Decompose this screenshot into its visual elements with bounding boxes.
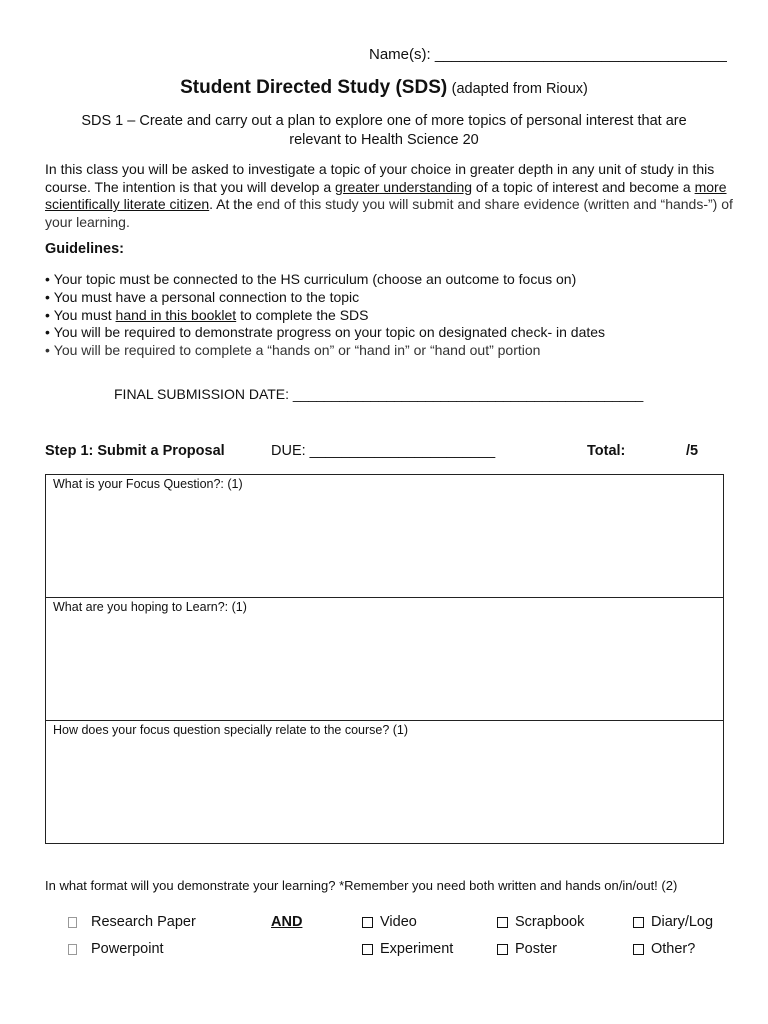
due-date-field[interactable]: DUE: _______________________ [271,443,496,459]
guideline-underline: hand in this booklet [115,306,237,323]
course-relation-cell[interactable] [46,721,723,843]
guideline-text: to complete the SDS [236,306,369,323]
option-scrapbook[interactable] [497,914,584,930]
guideline-text: You must [53,306,116,323]
guideline-item [45,271,605,289]
intro-part1: In this class you will be asked to investigate a topic of your choice in greater depth in any unit of study in this course. The intention is that you will develop a [45,161,715,195]
option-label: Video [380,914,417,930]
page-title [0,77,768,99]
intro-underline-2: more scientifically literate citizen [45,178,727,212]
checkbox-icon[interactable] [497,944,508,955]
option-label: Research Paper [91,914,196,930]
checkbox-icon[interactable] [362,917,373,928]
format-question: In what format will you demonstrate your learning? *Remember you need both written and hands on/in/out! (2) [45,878,678,893]
checkbox-icon[interactable] [633,917,644,928]
checkbox-icon[interactable] [68,917,77,928]
checkbox-icon[interactable] [68,944,77,955]
intro-paragraph [45,161,735,231]
step1-title: Step 1: Submit a Proposal [45,443,225,459]
hoping-to-learn-cell[interactable] [46,598,723,721]
option-other[interactable] [633,941,695,957]
focus-question-cell[interactable] [46,475,723,598]
option-poster[interactable] [497,941,557,957]
sds-objective-line1: SDS 1 – Create and carry out a plan to explore one of more topics of personal interest that are [81,113,687,129]
guideline-item [45,289,605,307]
guideline-text: You will be required to complete a “hands on” or “hand in” or “hand out” portion [53,342,541,359]
focus-question-label: What is your Focus Question?: (1) [53,477,243,491]
title-main: Student Directed Study (SDS) [180,77,448,98]
option-label: Poster [515,941,557,957]
and-label: AND [271,914,303,930]
option-label: Powerpoint [91,941,164,957]
checkbox-icon[interactable] [497,917,508,928]
option-diary-log[interactable] [633,914,713,930]
intro-part3: . At the [209,196,257,212]
option-label: Experiment [380,941,454,957]
option-video[interactable] [362,914,417,930]
names-field[interactable]: Name(s): ___________________________________ [369,46,727,63]
proposal-question-box [45,474,724,844]
final-submission-date-field[interactable]: FINAL SUBMISSION DATE: _____________________________________________ [114,386,644,402]
option-powerpoint[interactable] [68,941,164,957]
intro-part2: of a topic of interest and become a [472,178,695,195]
checkbox-icon[interactable] [362,944,373,955]
option-label: Other? [651,941,696,957]
guideline-text: You will be required to demonstrate progress on your topic on designated check- in dates [53,324,606,341]
guideline-text: You must have a personal connection to the topic [53,288,360,305]
guideline-item [45,342,605,360]
total-value: /5 [686,443,699,459]
intro-underline-1: greater understanding [335,178,473,195]
guideline-text: Your topic must be connected to the HS curriculum (choose an outcome to focus on) [53,271,577,287]
course-relation-label: How does your focus question specially relate to the course? (1) [53,723,409,737]
option-label: Scrapbook [515,914,585,930]
guidelines-list [45,271,605,360]
checkbox-icon[interactable] [633,944,644,955]
guideline-item [45,324,605,342]
sds-objective [60,112,708,150]
option-label: Diary/Log [651,914,714,930]
title-sub: (adapted from Rioux) [451,81,588,97]
option-experiment[interactable] [362,941,453,957]
sds-objective-line2: relevant to Health Science 20 [289,132,479,148]
hoping-to-learn-label: What are you hoping to Learn?: (1) [53,600,247,614]
guideline-item [45,307,605,325]
intro-part4: end of this study you will submit and share evidence (written and “hands-”) of your learning. [45,196,733,230]
option-research-paper[interactable] [68,914,196,930]
total-label: Total: [587,443,626,459]
guidelines-heading: Guidelines: [45,241,124,257]
